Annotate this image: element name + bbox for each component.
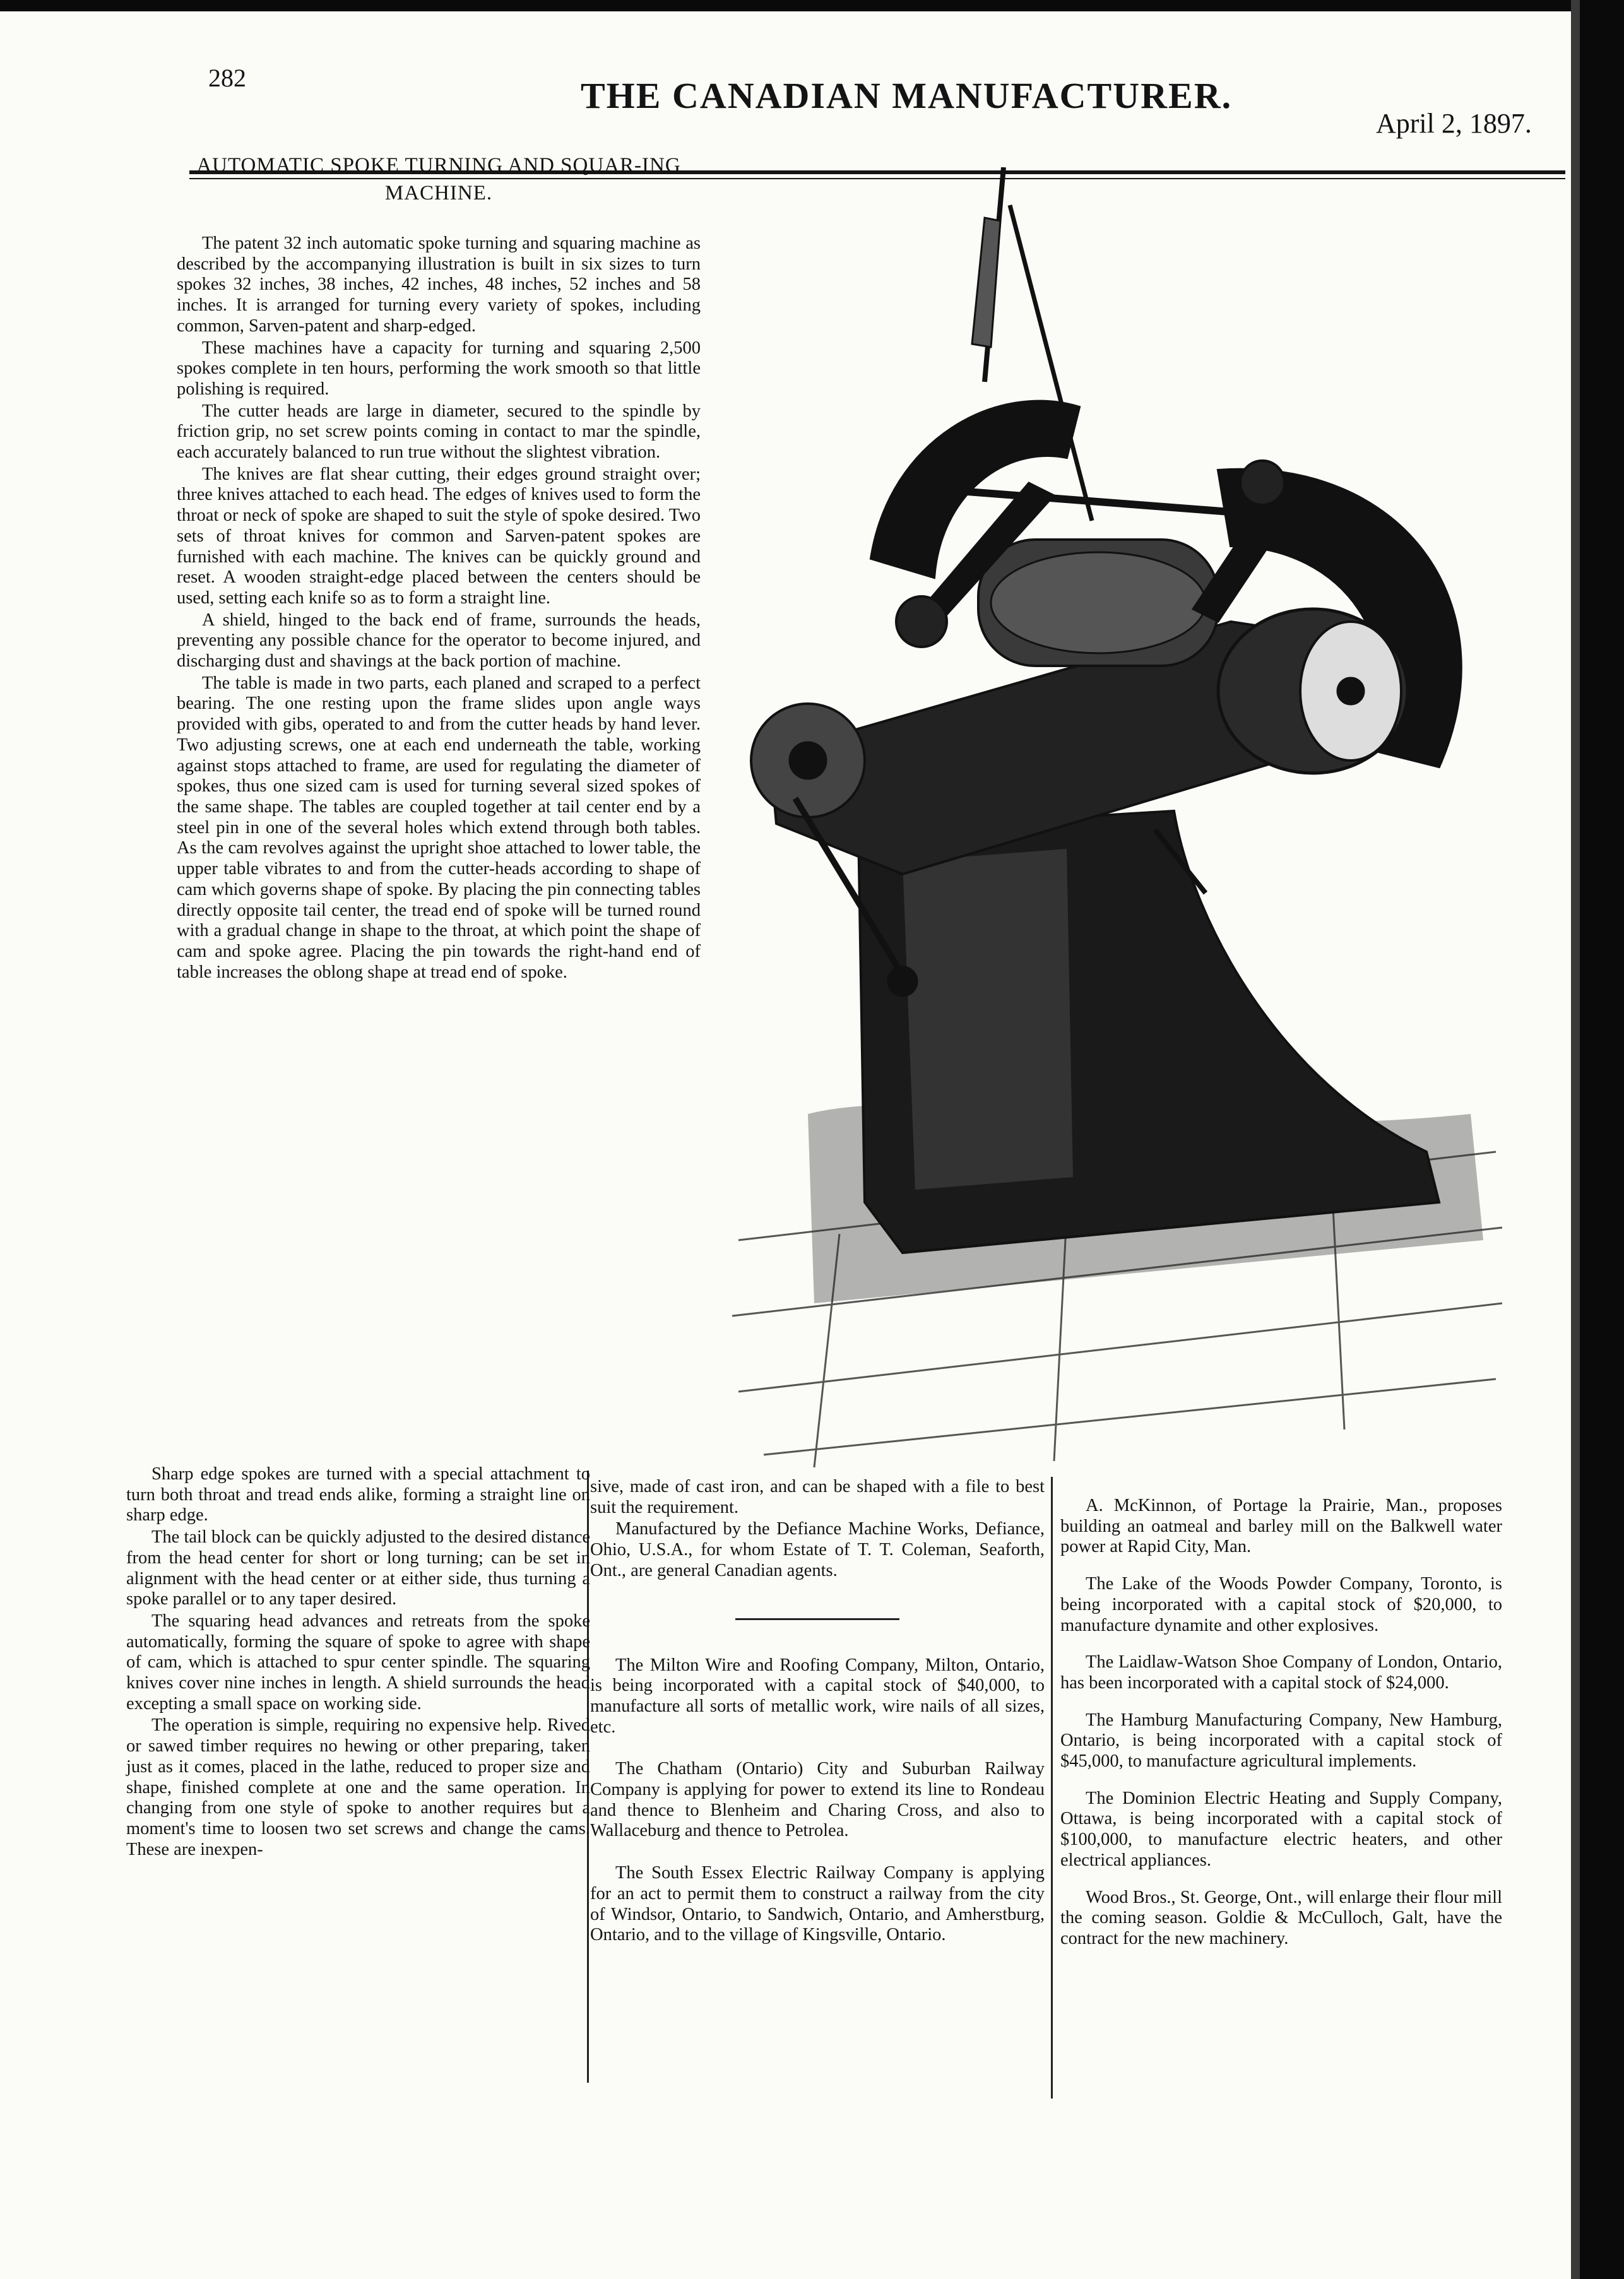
news-item: The Dominion Electric Heating and Supply Company, Ottawa, is being incorporated with a capital stock of $100,000, to manufacture electric heaters, and other electrical appliances. — [1060, 1788, 1502, 1870]
scan-border-right-shadow — [1571, 0, 1580, 2279]
article-paragraph: Manufactured by the Defiance Machine Works, Defiance, Ohio, U.S.A., for whom Estate of T. T. Coleman, Seaforth, Ont., are general Canadian agents. — [590, 1519, 1045, 1580]
news-item: The South Essex Electric Railway Company is applying for an act to permit them to construct a railway from the city of Windsor, Ontario, to Sandwich, Ontario, and Amherstburg, Ontario, and to the village of Kingsville, Ontario. — [590, 1863, 1045, 1945]
issue-date: April 2, 1897. — [1376, 108, 1532, 139]
spoke-turning-machine-icon — [713, 167, 1508, 1486]
section-divider — [735, 1618, 899, 1620]
article-paragraph: A shield, hinged to the back end of frame, surrounds the heads, preventing any possible chance for the operator to become injured, and discharging dust and shavings at the back portion of machine. — [177, 610, 701, 672]
article-column-left — [177, 234, 701, 983]
news-item: The Hamburg Manufacturing Company, New Hamburg, Ontario, is being incorporated with a capital stock of $45,000, to manufacture agricultural implements. — [1060, 1710, 1502, 1772]
news-item: The Lake of the Woods Powder Company, Toronto, is being incorporated with a capital stock of $20,000, to manufacture dynamite and other explosives. — [1060, 1574, 1502, 1635]
middle-column — [590, 1477, 1045, 1946]
scan-border-right — [1580, 0, 1624, 2279]
article-paragraph: Sharp edge spokes are turned with a special attachment to turn both throat and tread ends alike, forming a straight line on sharp edge. — [126, 1464, 590, 1525]
article-paragraph: sive, made of cast iron, and can be shaped with a file to best suit the requirement. — [590, 1477, 1045, 1517]
article-paragraph: The knives are flat shear cutting, their edges ground straight over; three knives attached to each head. The edges of knives used to form the throat or neck of spoke are shaped to suit the style of spoke desired. Two sets of throat knives for common and Sarven-patent spokes are furnished with each machine. The knives can be quickly ground and reset. A wooden straight-edge placed between the centers should be used, setting each knife so as to form a straight line. — [177, 464, 701, 608]
article-paragraph: The operation is simple, requiring no expensive help. Rived or sawed timber requires no hewing or other preparing, taken just as it comes, placed in the lathe, reduced to proper size and shape, finished complete at one and the same operation. In changing from one style of spoke to another requires but a moment's time to loosen two set screws and change the cams. These are inexpen- — [126, 1715, 590, 1859]
article-title: AUTOMATIC SPOKE TURNING AND SQUAR-ING MACHINE. — [196, 154, 681, 204]
article-paragraph: The tail block can be quickly adjusted to the desired distance from the head center for short or long turning; can be set in alignment with the head center or at either side, thus turning a spoke parallel or to any taper desired. — [126, 1527, 590, 1609]
scan-border-top — [0, 0, 1624, 11]
publication-title: THE CANADIAN MANUFACTURER. — [581, 75, 1233, 116]
news-item: The Milton Wire and Roofing Company, Milton, Ontario, is being incorporated with a capital stock of $40,000, to manufacture all sorts of metallic work, wire nails of all sizes, etc. — [590, 1655, 1045, 1737]
article-paragraph: The patent 32 inch automatic spoke turning and squaring machine as described by the accompanying illustration is built in six sizes to turn spokes 32 inches, 38 inches, 42 inches, 48 inches, 52 inches and 58 inches. It is arranged for turning every variety of spokes, including common, Sarven-patent and sharp-edged. — [177, 234, 701, 336]
article-paragraph: The cutter heads are large in diameter, secured to the spindle by friction grip, no set screw points coming in contact to mar the spindle, each accurately balanced to run true without the slightest vibration. — [177, 401, 701, 463]
article-paragraph: These machines have a capacity for turning and squaring 2,500 spokes complete in ten hours, performing the work smooth so that little polishing is required. — [177, 338, 701, 399]
page-number: 282 — [208, 64, 246, 92]
column-divider — [1051, 1477, 1053, 2098]
article-column-continued — [126, 1464, 590, 1860]
article-paragraph: The squaring head advances and retreats from the spoke automatically, forming the square of spoke to agree with shape of cam, which is attached to spur center spindle. The squaring knives cover nine inches in length. A shield surrounds the head excepting a small space on working side. — [126, 1611, 590, 1714]
news-item: Wood Bros., St. George, Ont., will enlarge their flour mill the coming season. Goldie & McCulloch, Galt, have the contract for the new machinery. — [1060, 1887, 1502, 1948]
news-item: The Laidlaw-Watson Shoe Company of London, Ontario, has been incorporated with a capital stock of $24,000. — [1060, 1652, 1502, 1693]
news-item: A. McKinnon, of Portage la Prairie, Man., proposes building an oatmeal and barley mill on the Balkwell water power at Rapid City, Man. — [1060, 1496, 1502, 1557]
right-column — [1060, 1496, 1502, 1950]
article-paragraph: The table is made in two parts, each planed and scraped to a perfect bearing. The one resting upon the frame slides upon angle ways provided with gibs, operated to and from the cutter heads by hand lever. Two adjusting screws, one at each end underneath the table, working against stops attached to frame, are used for regulating the diameter of spokes, thus one sized cam is used for turning several sized spokes of the same shape. The tables are coupled together at tail center end by a steel pin in one of the several holes which extend through both tables. As the cam revolves against the upright shoe attached to lower table, the upper table vibrates to and from the cutter-heads according to shape of cam which governs shape of spoke. By placing the pin connecting tables directly opposite tail center, the tread end of spoke will be turned round with a gradual change in shape to the throat, at which point the shape of cam and spoke agree. Placing the pin towards the right-hand end of table increases the oblong shape at tread end of spoke. — [177, 673, 701, 982]
news-item: The Chatham (Ontario) City and Suburban Railway Company is applying for power to extend its line to Rondeau and thence to Blenheim and Charing Cross, and also to Wallaceburg and thence to Petrolea. — [590, 1759, 1045, 1841]
